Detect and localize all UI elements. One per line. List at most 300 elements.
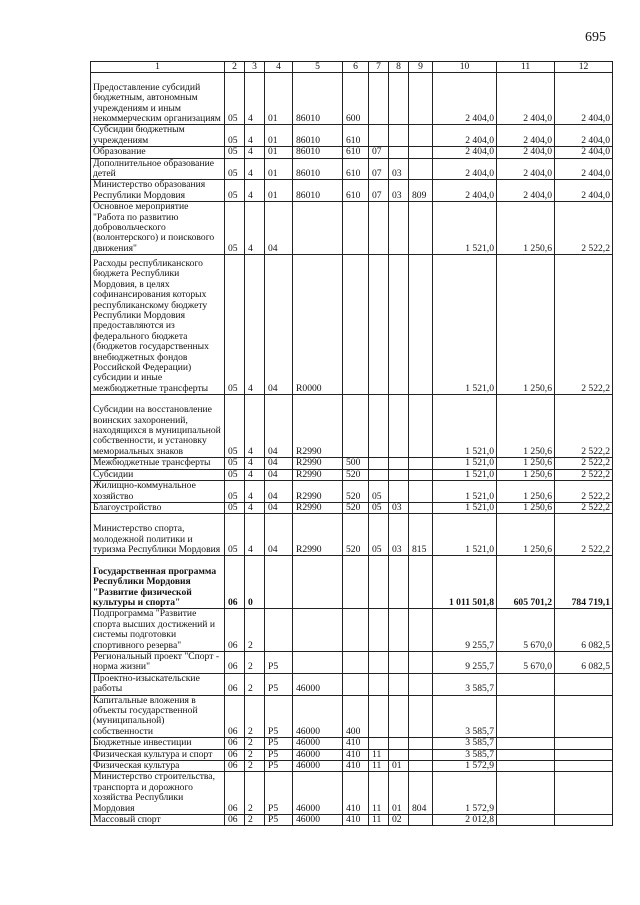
- column-header-5: 5: [293, 62, 343, 73]
- cell-target: 86010: [293, 158, 343, 180]
- cell-amount-3: 2 404,0: [555, 125, 613, 147]
- cell-expense-type: 500: [343, 458, 369, 469]
- cell-amount-1: 2 404,0: [433, 125, 497, 147]
- cell-amount-3: 2 404,0: [555, 158, 613, 180]
- cell-name: Капитальные вложения в объекты государственной (муниципальной) собственности: [91, 695, 225, 738]
- cell-expense-type: 520: [343, 469, 369, 480]
- cell-expense-type: 410: [343, 738, 369, 749]
- cell-amount-1: 1 011 501,8: [433, 556, 497, 609]
- cell-amount-3: [555, 738, 613, 749]
- cell-subdivision: 03: [389, 514, 409, 556]
- cell-program: 01: [265, 125, 293, 147]
- cell-section: 05: [225, 202, 245, 255]
- cell-amount-1: 3 585,7: [433, 749, 497, 760]
- cell-subdivision: [389, 469, 409, 480]
- cell-program: 04: [265, 202, 293, 255]
- cell-program: 04: [265, 514, 293, 556]
- cell-target: [293, 202, 343, 255]
- cell-expense-type: 410: [343, 772, 369, 815]
- cell-name: Межбюджетные трансферты: [91, 458, 225, 469]
- cell-program: [265, 556, 293, 609]
- column-header-10: 10: [433, 62, 497, 73]
- cell-name: Проектно-изыскательские работы: [91, 673, 225, 695]
- cell-amount-2: 1 250,6: [497, 255, 555, 395]
- cell-amount-2: 5 670,0: [497, 609, 555, 652]
- cell-ministry: [409, 749, 433, 760]
- cell-section: 05: [225, 255, 245, 395]
- table-row: [91, 556, 613, 609]
- cell-subdivision: [389, 673, 409, 695]
- cell-subsection: 2: [245, 695, 265, 738]
- cell-name: Массовый спорт: [91, 815, 225, 826]
- cell-division: [369, 395, 389, 458]
- cell-amount-3: 2 404,0: [555, 73, 613, 125]
- cell-amount-3: [555, 695, 613, 738]
- cell-amount-2: 2 404,0: [497, 147, 555, 158]
- cell-subdivision: [389, 609, 409, 652]
- table-row: [91, 395, 613, 458]
- cell-expense-type: [343, 202, 369, 255]
- cell-amount-2: [497, 772, 555, 815]
- cell-expense-type: 410: [343, 761, 369, 772]
- cell-amount-3: 2 522,2: [555, 255, 613, 395]
- cell-program: 04: [265, 458, 293, 469]
- cell-program: P5: [265, 695, 293, 738]
- cell-ministry: [409, 556, 433, 609]
- cell-section: 06: [225, 609, 245, 652]
- cell-name: Министерство спорта, молодежной политики и туризма Республики Мордовия: [91, 514, 225, 556]
- cell-amount-1: 3 585,7: [433, 673, 497, 695]
- column-header-9: 9: [409, 62, 433, 73]
- cell-section: 05: [225, 458, 245, 469]
- column-header-11: 11: [497, 62, 555, 73]
- table-row: [91, 469, 613, 480]
- cell-expense-type: 520: [343, 481, 369, 503]
- cell-ministry: [409, 695, 433, 738]
- cell-subdivision: [389, 147, 409, 158]
- cell-subdivision: [389, 395, 409, 458]
- cell-target: [293, 651, 343, 673]
- cell-subsection: 4: [245, 147, 265, 158]
- cell-target: R2990: [293, 458, 343, 469]
- cell-amount-3: 2 522,2: [555, 514, 613, 556]
- table-row: [91, 815, 613, 826]
- column-header-3: 3: [245, 62, 265, 73]
- cell-amount-3: [555, 815, 613, 826]
- cell-subdivision: [389, 651, 409, 673]
- cell-ministry: 804: [409, 772, 433, 815]
- table-row: [91, 180, 613, 202]
- cell-name: Государственная программа Республики Мордовия "Развитие физической культуры и спорта": [91, 556, 225, 609]
- cell-program: 01: [265, 73, 293, 125]
- table-row: [91, 73, 613, 125]
- cell-program: P5: [265, 738, 293, 749]
- cell-ministry: [409, 738, 433, 749]
- cell-ministry: [409, 458, 433, 469]
- cell-amount-2: 1 250,6: [497, 458, 555, 469]
- cell-division: [369, 556, 389, 609]
- cell-subsection: 4: [245, 481, 265, 503]
- cell-division: 07: [369, 180, 389, 202]
- cell-division: 05: [369, 481, 389, 503]
- cell-ministry: [409, 651, 433, 673]
- cell-section: 05: [225, 481, 245, 503]
- cell-amount-3: 784 719,1: [555, 556, 613, 609]
- column-header-12: 12: [555, 62, 613, 73]
- cell-section: 05: [225, 469, 245, 480]
- cell-subsection: 2: [245, 815, 265, 826]
- cell-amount-3: [555, 673, 613, 695]
- table-row: [91, 609, 613, 652]
- cell-expense-type: 400: [343, 695, 369, 738]
- cell-amount-1: 1 521,0: [433, 458, 497, 469]
- cell-expense-type: 600: [343, 73, 369, 125]
- cell-expense-type: [343, 556, 369, 609]
- cell-name: Министерство образования Республики Мордовия: [91, 180, 225, 202]
- cell-amount-3: 6 082,5: [555, 651, 613, 673]
- cell-expense-type: [343, 673, 369, 695]
- cell-ministry: [409, 202, 433, 255]
- cell-ministry: [409, 481, 433, 503]
- cell-amount-2: [497, 761, 555, 772]
- cell-expense-type: 610: [343, 158, 369, 180]
- table-row: [91, 255, 613, 395]
- cell-amount-2: 2 404,0: [497, 180, 555, 202]
- cell-subsection: 4: [245, 502, 265, 513]
- cell-name: Основное мероприятие "Работа по развитию добровольческого (волонтерского) и поискового движения": [91, 202, 225, 255]
- cell-amount-2: 1 250,6: [497, 469, 555, 480]
- cell-target: 86010: [293, 125, 343, 147]
- cell-name: Благоустройство: [91, 502, 225, 513]
- cell-target: 46000: [293, 695, 343, 738]
- cell-subsection: 4: [245, 158, 265, 180]
- cell-section: 06: [225, 772, 245, 815]
- cell-section: 06: [225, 673, 245, 695]
- cell-amount-3: 6 082,5: [555, 609, 613, 652]
- cell-expense-type: 610: [343, 125, 369, 147]
- cell-expense-type: [343, 255, 369, 395]
- cell-name: Субсидии: [91, 469, 225, 480]
- cell-section: 05: [225, 147, 245, 158]
- cell-subdivision: [389, 556, 409, 609]
- column-header-1: 1: [91, 62, 225, 73]
- cell-amount-3: 2 404,0: [555, 147, 613, 158]
- cell-subsection: 2: [245, 761, 265, 772]
- cell-target: 46000: [293, 738, 343, 749]
- cell-section: 06: [225, 695, 245, 738]
- cell-program: 01: [265, 147, 293, 158]
- cell-division: [369, 695, 389, 738]
- cell-target: R2990: [293, 469, 343, 480]
- cell-ministry: [409, 502, 433, 513]
- cell-amount-1: 1 521,0: [433, 514, 497, 556]
- cell-program: 04: [265, 481, 293, 503]
- cell-division: 11: [369, 772, 389, 815]
- cell-subsection: 4: [245, 514, 265, 556]
- cell-section: 06: [225, 651, 245, 673]
- table-row: [91, 772, 613, 815]
- table-row: [91, 502, 613, 513]
- cell-amount-1: 1 521,0: [433, 255, 497, 395]
- cell-amount-1: 1 521,0: [433, 469, 497, 480]
- cell-target: R2990: [293, 514, 343, 556]
- cell-subdivision: 02: [389, 815, 409, 826]
- cell-ministry: [409, 395, 433, 458]
- table-row: [91, 514, 613, 556]
- cell-amount-2: [497, 695, 555, 738]
- cell-name: Субсидии бюджетным учреждениям: [91, 125, 225, 147]
- cell-ministry: [409, 815, 433, 826]
- table-row: [91, 673, 613, 695]
- cell-subdivision: 03: [389, 502, 409, 513]
- cell-amount-3: [555, 761, 613, 772]
- cell-ministry: 815: [409, 514, 433, 556]
- cell-program: [265, 609, 293, 652]
- cell-subdivision: [389, 749, 409, 760]
- cell-amount-2: 605 701,2: [497, 556, 555, 609]
- cell-section: 05: [225, 395, 245, 458]
- cell-amount-2: 1 250,6: [497, 481, 555, 503]
- cell-expense-type: 610: [343, 180, 369, 202]
- table-row: [91, 202, 613, 255]
- cell-target: 86010: [293, 73, 343, 125]
- cell-target: 86010: [293, 147, 343, 158]
- cell-division: [369, 609, 389, 652]
- cell-expense-type: 520: [343, 514, 369, 556]
- cell-target: 46000: [293, 772, 343, 815]
- cell-amount-2: [497, 749, 555, 760]
- cell-section: 06: [225, 738, 245, 749]
- cell-target: 46000: [293, 761, 343, 772]
- cell-amount-2: 1 250,6: [497, 502, 555, 513]
- cell-target: 46000: [293, 815, 343, 826]
- cell-amount-2: 1 250,6: [497, 395, 555, 458]
- cell-subdivision: 01: [389, 761, 409, 772]
- column-header-4: 4: [265, 62, 293, 73]
- cell-program: P5: [265, 815, 293, 826]
- table-row: [91, 147, 613, 158]
- cell-section: 06: [225, 761, 245, 772]
- cell-division: 11: [369, 749, 389, 760]
- cell-subsection: 0: [245, 556, 265, 609]
- budget-table: [90, 61, 613, 826]
- cell-amount-1: 2 404,0: [433, 180, 497, 202]
- cell-subsection: 4: [245, 395, 265, 458]
- cell-amount-1: 2 404,0: [433, 73, 497, 125]
- cell-amount-1: 2 404,0: [433, 158, 497, 180]
- cell-amount-2: 1 250,6: [497, 514, 555, 556]
- cell-target: 46000: [293, 749, 343, 760]
- cell-division: [369, 125, 389, 147]
- table-row: [91, 761, 613, 772]
- cell-program: 04: [265, 395, 293, 458]
- cell-division: [369, 673, 389, 695]
- table-row: [91, 481, 613, 503]
- page-number: 695: [585, 30, 606, 45]
- cell-section: 05: [225, 180, 245, 202]
- cell-target: [293, 556, 343, 609]
- cell-program: 01: [265, 158, 293, 180]
- cell-ministry: [409, 761, 433, 772]
- cell-subsection: 2: [245, 609, 265, 652]
- cell-subdivision: [389, 125, 409, 147]
- table-row: [91, 458, 613, 469]
- cell-subsection: 2: [245, 651, 265, 673]
- cell-name: Образование: [91, 147, 225, 158]
- cell-name: Предоставление субсидий бюджетным, автономным учреждениям и иным некоммерческим организациям: [91, 73, 225, 125]
- cell-expense-type: [343, 395, 369, 458]
- table-row: [91, 651, 613, 673]
- cell-target: R2990: [293, 481, 343, 503]
- table-row: [91, 738, 613, 749]
- cell-name: Министерство строительства, транспорта и дорожного хозяйства Республики Мордовия: [91, 772, 225, 815]
- cell-amount-1: 1 521,0: [433, 395, 497, 458]
- column-header-7: 7: [369, 62, 389, 73]
- cell-ministry: [409, 255, 433, 395]
- cell-amount-3: 2 522,2: [555, 202, 613, 255]
- cell-division: [369, 255, 389, 395]
- cell-division: [369, 458, 389, 469]
- cell-program: P5: [265, 673, 293, 695]
- cell-amount-2: 5 670,0: [497, 651, 555, 673]
- cell-program: P5: [265, 772, 293, 815]
- cell-section: 05: [225, 73, 245, 125]
- cell-division: 05: [369, 502, 389, 513]
- cell-amount-1: 2 012,8: [433, 815, 497, 826]
- cell-amount-3: 2 522,2: [555, 458, 613, 469]
- cell-ministry: [409, 125, 433, 147]
- header-row: [91, 62, 613, 73]
- cell-section: 05: [225, 158, 245, 180]
- cell-target: R0000: [293, 255, 343, 395]
- cell-amount-2: [497, 673, 555, 695]
- cell-subdivision: [389, 481, 409, 503]
- cell-amount-2: 1 250,6: [497, 202, 555, 255]
- cell-amount-1: 1 521,0: [433, 481, 497, 503]
- table-row: [91, 749, 613, 760]
- table-row: [91, 695, 613, 738]
- cell-section: 06: [225, 815, 245, 826]
- cell-target: R2990: [293, 395, 343, 458]
- cell-amount-3: 2 522,2: [555, 502, 613, 513]
- cell-section: 06: [225, 556, 245, 609]
- cell-ministry: [409, 73, 433, 125]
- cell-subdivision: 01: [389, 772, 409, 815]
- cell-division: [369, 73, 389, 125]
- cell-amount-1: 3 585,7: [433, 738, 497, 749]
- cell-target: [293, 609, 343, 652]
- cell-subdivision: [389, 73, 409, 125]
- cell-program: 04: [265, 469, 293, 480]
- cell-subdivision: 03: [389, 158, 409, 180]
- cell-expense-type: 410: [343, 815, 369, 826]
- cell-name: Дополнительное образование детей: [91, 158, 225, 180]
- cell-name: Бюджетные инвестиции: [91, 738, 225, 749]
- cell-section: 06: [225, 749, 245, 760]
- cell-expense-type: 410: [343, 749, 369, 760]
- cell-amount-3: 2 404,0: [555, 180, 613, 202]
- cell-section: 05: [225, 125, 245, 147]
- cell-amount-1: 1 521,0: [433, 202, 497, 255]
- cell-subdivision: [389, 202, 409, 255]
- cell-subsection: 4: [245, 125, 265, 147]
- cell-amount-3: [555, 772, 613, 815]
- cell-name: Физическая культура: [91, 761, 225, 772]
- cell-subsection: 4: [245, 255, 265, 395]
- cell-division: 05: [369, 514, 389, 556]
- cell-subsection: 2: [245, 673, 265, 695]
- cell-program: P5: [265, 761, 293, 772]
- cell-amount-2: 2 404,0: [497, 158, 555, 180]
- cell-expense-type: [343, 609, 369, 652]
- cell-ministry: [409, 673, 433, 695]
- cell-expense-type: 610: [343, 147, 369, 158]
- cell-amount-3: 2 522,2: [555, 481, 613, 503]
- cell-program: 04: [265, 502, 293, 513]
- cell-subdivision: [389, 738, 409, 749]
- cell-subsection: 2: [245, 749, 265, 760]
- cell-name: Физическая культура и спорт: [91, 749, 225, 760]
- cell-amount-3: [555, 749, 613, 760]
- cell-subdivision: [389, 695, 409, 738]
- cell-subsection: 2: [245, 738, 265, 749]
- cell-amount-1: 3 585,7: [433, 695, 497, 738]
- cell-subsection: 2: [245, 772, 265, 815]
- cell-amount-2: [497, 738, 555, 749]
- cell-subsection: 4: [245, 202, 265, 255]
- cell-target: 46000: [293, 673, 343, 695]
- cell-division: 11: [369, 761, 389, 772]
- cell-ministry: [409, 609, 433, 652]
- column-header-2: 2: [225, 62, 245, 73]
- cell-program: 04: [265, 255, 293, 395]
- column-header-6: 6: [343, 62, 369, 73]
- cell-subdivision: [389, 255, 409, 395]
- cell-section: 05: [225, 502, 245, 513]
- cell-program: P5: [265, 749, 293, 760]
- cell-target: 86010: [293, 180, 343, 202]
- cell-amount-1: 2 404,0: [433, 147, 497, 158]
- cell-division: [369, 202, 389, 255]
- column-header-8: 8: [389, 62, 409, 73]
- cell-amount-2: [497, 815, 555, 826]
- cell-division: 07: [369, 147, 389, 158]
- cell-program: P5: [265, 651, 293, 673]
- cell-amount-1: 1 521,0: [433, 502, 497, 513]
- cell-amount-1: 1 572,9: [433, 772, 497, 815]
- cell-ministry: [409, 158, 433, 180]
- cell-amount-2: 2 404,0: [497, 125, 555, 147]
- cell-subsection: 4: [245, 458, 265, 469]
- cell-division: [369, 651, 389, 673]
- cell-ministry: [409, 469, 433, 480]
- cell-amount-1: 9 255,7: [433, 609, 497, 652]
- cell-subsection: 4: [245, 73, 265, 125]
- cell-subdivision: [389, 458, 409, 469]
- cell-amount-3: 2 522,2: [555, 395, 613, 458]
- cell-division: 11: [369, 815, 389, 826]
- cell-amount-2: 2 404,0: [497, 73, 555, 125]
- cell-name: Жилищно-коммунальное хозяйство: [91, 481, 225, 503]
- cell-ministry: [409, 147, 433, 158]
- cell-name: Подпрограмма "Развитие спорта высших достижений и системы подготовки спортивного резерва": [91, 609, 225, 652]
- cell-section: 05: [225, 514, 245, 556]
- cell-division: [369, 738, 389, 749]
- cell-program: 01: [265, 180, 293, 202]
- table-row: [91, 125, 613, 147]
- cell-amount-3: 2 522,2: [555, 469, 613, 480]
- cell-name: Региональный проект "Спорт - норма жизни": [91, 651, 225, 673]
